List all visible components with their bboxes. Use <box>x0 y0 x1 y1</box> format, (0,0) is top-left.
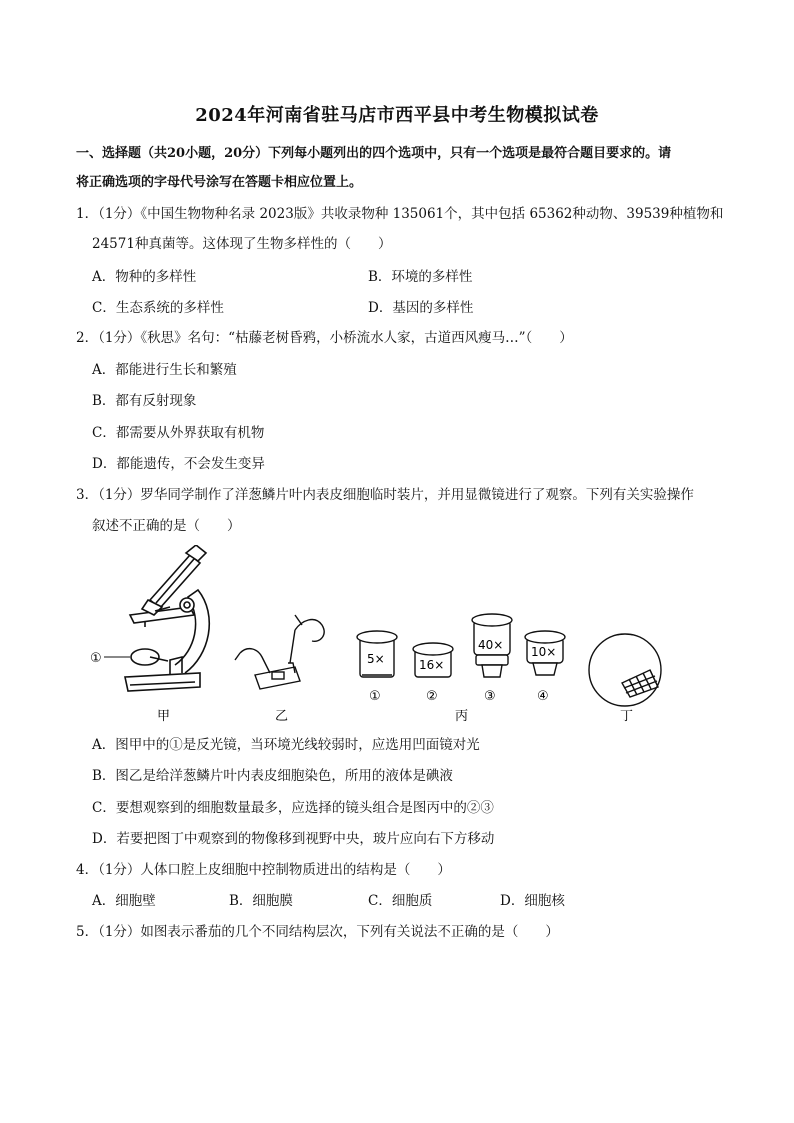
q1-option-c: C．生态系统的多样性 <box>92 300 224 316</box>
field-of-view-illustration <box>589 634 661 706</box>
q2-option-a: A．都能进行生长和繁殖 <box>92 362 237 378</box>
q2-option-b: B．都有反射现象 <box>92 393 197 409</box>
figure-label-ding: 丁 <box>620 709 634 724</box>
lens-4-number: ④ <box>537 689 549 704</box>
q3-stem-line-2: 叙述不正确的是（ ） <box>92 518 241 534</box>
q4-option-c: C．细胞质 <box>368 893 433 909</box>
lens-3-label: 40× <box>478 638 504 652</box>
microscope-illustration <box>104 545 209 691</box>
q4-stem: 4．（1分）人体口腔上皮细胞中控制物质进出的结构是（ ） <box>76 862 451 878</box>
q3-stem-line-1: 3．（1分）罗华同学制作了洋葱鳞片叶内表皮细胞临时装片，并用显微镜进行了观察。下列有关实验操作 <box>76 487 694 503</box>
lens-1-label: 5× <box>367 652 385 666</box>
section-line-1: 一、选择题（共20小题，20分）下列每小题列出的四个选项中，只有一个选项是最符合题目要求的。请 <box>76 146 672 161</box>
q3-figure <box>90 545 680 725</box>
q1-stem-line-1: 1．（1分）《中国生物物种名录 2023版》共收录物种 135061个，其中包括 65362种动物、39539种植物和 <box>76 206 724 222</box>
q1-option-a: A．物种的多样性 <box>92 269 197 285</box>
q1-option-d: D．基因的多样性 <box>368 300 474 316</box>
lens-3-number: ③ <box>484 689 496 704</box>
section-line-2: 将正确选项的字母代号涂写在答题卡相应位置上。 <box>76 175 363 190</box>
q2-option-d: D．都能遗传，不会发生变异 <box>92 456 265 472</box>
q4-option-d: D．细胞核 <box>500 893 565 909</box>
lens-2-label: 16× <box>419 658 445 672</box>
staining-illustration <box>235 615 324 689</box>
figure-label-jia: 甲 <box>157 709 171 724</box>
q2-option-c: C．都需要从外界获取有机物 <box>92 425 265 441</box>
section-instructions <box>76 139 726 197</box>
microscope-figure <box>90 545 680 725</box>
figure-label-yi: 乙 <box>275 709 289 724</box>
q3-option-c: C．要想观察到的细胞数量最多，应选择的镜头组合是图丙中的②③ <box>92 800 494 816</box>
figure-label-bing: 丙 <box>455 709 469 724</box>
lens-1-number: ① <box>369 689 381 704</box>
q5-stem: 5．（1分）如图表示番茄的几个不同结构层次，下列有关说法不正确的是（ ） <box>76 924 559 940</box>
q1-option-b: B．环境的多样性 <box>368 269 473 285</box>
q3-option-b: B．图乙是给洋葱鳞片叶内表皮细胞染色，所用的液体是碘液 <box>92 768 453 784</box>
q4-option-b: B．细胞膜 <box>229 893 293 909</box>
lens-2-number: ② <box>426 689 438 704</box>
q4-option-a: A．细胞壁 <box>92 893 156 909</box>
page-title: 2024年河南省驻马店市西平县中考生物模拟试卷 <box>195 105 599 126</box>
q3-option-a: A．图甲中的①是反光镜，当环境光线较弱时，应选用凹面镜对光 <box>92 737 480 753</box>
q2-stem: 2．（1分）《秋思》名句：“枯藤老树昏鸦，小桥流水人家，古道西风瘦马…”（ ） <box>76 330 573 346</box>
q1-stem-line-2: 24571种真菌等。这体现了生物多样性的（ ） <box>92 236 392 252</box>
q3-fig-marker-1: ① <box>90 651 102 666</box>
lens-4-label: 10× <box>531 645 557 659</box>
q3-option-d: D．若要把图丁中观察到的物像移到视野中央，玻片应向右下方移动 <box>92 831 495 847</box>
